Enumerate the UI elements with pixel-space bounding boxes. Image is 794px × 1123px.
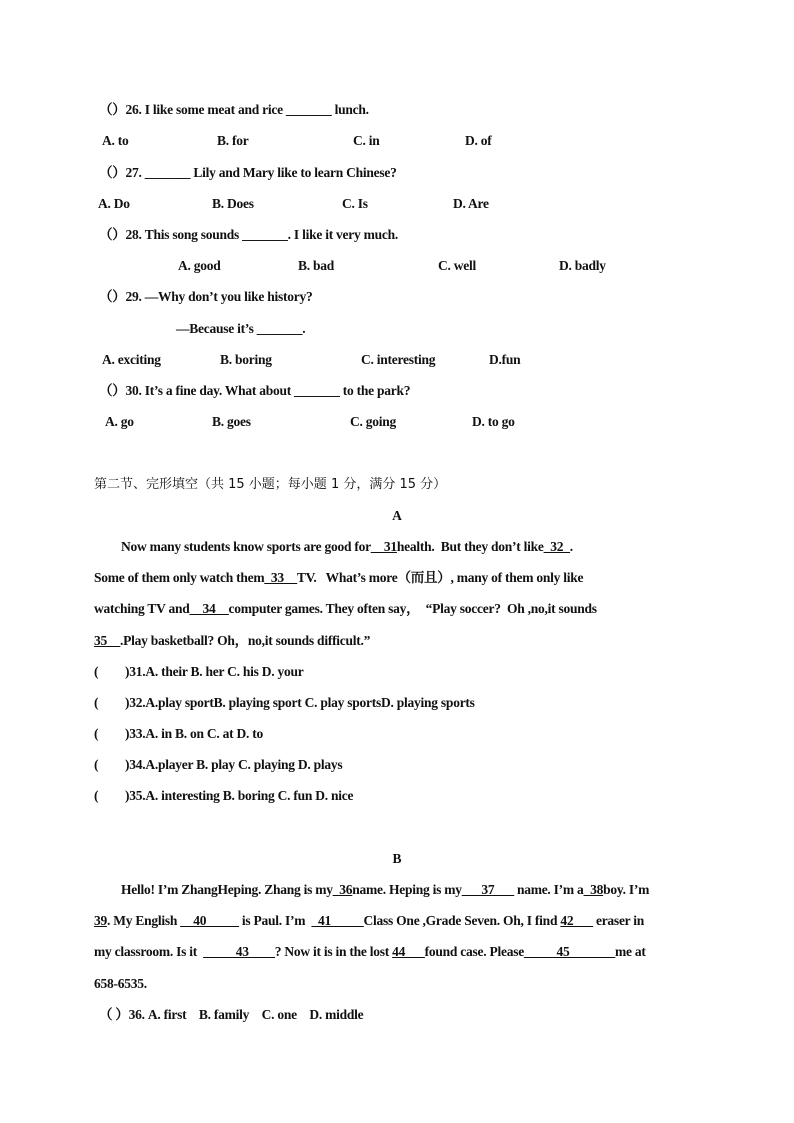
blank-43: _____43____ [203, 944, 275, 959]
blank-39: 39 [94, 913, 107, 928]
text: my classroom. Is it [94, 944, 204, 959]
passage-b-line-4: 658-6535. [94, 976, 147, 991]
q29-option-c: C. interesting [361, 352, 436, 367]
q31-options: )31.A. their B. her C. his D. your [125, 664, 304, 679]
blank-38: _38 [583, 882, 604, 897]
q35-options: )35.A. interesting B. boring C. fun D. nice [125, 788, 354, 803]
text: Hello! I’m ZhangHeping. Zhang is my [121, 882, 333, 897]
passage-a-label: A [392, 508, 402, 523]
q30-option-d: D. to go [472, 414, 515, 429]
q29-option-b: B. boring [220, 352, 272, 367]
text: .Play basketball? Oh，no,it sounds difficult.” [120, 633, 371, 648]
blank-33: _33__ [264, 570, 297, 585]
q27-option-d: D. Are [453, 196, 489, 211]
text: watching TV and [94, 601, 190, 616]
q28-stem: （）28. This song sounds _______. I like it very much. [99, 227, 399, 242]
passage-b-line-1 [121, 882, 649, 898]
text: Now many students know sports are good for [121, 539, 371, 554]
blank-45: _____45_______ [524, 944, 616, 959]
blank-37: ___37___ [461, 882, 514, 897]
q28-option-a: A. good [178, 258, 221, 273]
passage-a-line-4 [94, 633, 370, 649]
q28-option-c: C. well [438, 258, 476, 273]
text: health. But they don’t like [396, 539, 544, 554]
q30-stem: （）30. It’s a fine day. What about _______ to the park? [99, 383, 411, 398]
text: Class One ,Grade Seven. Oh, I find [363, 913, 561, 928]
blank-35: 35__ [94, 633, 120, 648]
q34-paren: ( [94, 757, 99, 772]
q26-option-d: D. of [465, 133, 492, 148]
q28-option-d: D. badly [559, 258, 606, 273]
q32-options: )32.A.play sportB. playing sport C. play sportsD. playing sports [125, 695, 475, 710]
passage-a-line-3 [94, 601, 597, 617]
text: boy. I’m [603, 882, 650, 897]
text: Some of them only watch them [94, 570, 265, 585]
text: eraser in [592, 913, 645, 928]
passage-a-line-1 [121, 539, 573, 555]
text: me at [615, 944, 646, 959]
blank-32: _32_ [543, 539, 570, 554]
blank-40: __40_____ [180, 913, 239, 928]
text: found case. Please [424, 944, 525, 959]
q26-option-b: B. for [217, 133, 249, 148]
q26-option-a: A. to [102, 133, 129, 148]
passage-a-line-2 [94, 570, 583, 586]
passage-b-line-3 [94, 944, 646, 960]
q29-option-a: A. exciting [102, 352, 161, 367]
text: ? Now it is in the lost [274, 944, 393, 959]
passage-b-line-2 [94, 913, 644, 929]
q34-options: )34.A.player B. play C. playing D. plays [125, 757, 343, 772]
q30-option-a: A. go [105, 414, 134, 429]
text: . [569, 539, 573, 554]
q29-option-d: D.fun [489, 352, 521, 367]
q29-stem-reply: —Because it’s _______. [176, 321, 306, 336]
q30-option-c: C. going [350, 414, 397, 429]
text: is Paul. I’m [238, 913, 312, 928]
q31-paren: ( [94, 664, 99, 679]
blank-31: __31 [370, 539, 397, 554]
q27-stem: （）27. _______ Lily and Mary like to learn Chinese? [99, 165, 397, 180]
q28-option-b: B. bad [298, 258, 335, 273]
blank-36: _36 [332, 882, 353, 897]
q29-stem: （）29. —Why don’t you like history? [99, 289, 313, 304]
q33-options: )33.A. in B. on C. at D. to [125, 726, 264, 741]
q27-option-b: B. Does [212, 196, 254, 211]
q26-option-c: C. in [353, 133, 380, 148]
q32-paren: ( [94, 695, 99, 710]
text: TV. What’s more（而且）, many of them only like [296, 570, 584, 585]
text: name. Heping is my [352, 882, 462, 897]
passage-b-label: B [392, 851, 402, 866]
q35-paren: ( [94, 788, 99, 803]
section2-heading: 第二节、完形填空（共 15 小题；每小题 1 分，满分 15 分） [94, 477, 447, 492]
text: . My English [107, 913, 181, 928]
q36-options: （ ）36. A. first B. family C. one D. middle [99, 1007, 364, 1022]
blank-44: 44___ [392, 944, 425, 959]
text: computer games. They often say， “Play soccer? Oh ,no,it sounds [228, 601, 597, 616]
q26-stem: （）26. I like some meat and rice _______ lunch. [99, 102, 369, 117]
q30-option-b: B. goes [212, 414, 251, 429]
blank-34: __34__ [189, 601, 229, 616]
q27-option-c: C. Is [342, 196, 368, 211]
blank-42: 42___ [560, 913, 593, 928]
blank-41: _41_____ [311, 913, 364, 928]
q27-option-a: A. Do [98, 196, 130, 211]
text: name. I’m a [513, 882, 584, 897]
q33-paren: ( [94, 726, 99, 741]
